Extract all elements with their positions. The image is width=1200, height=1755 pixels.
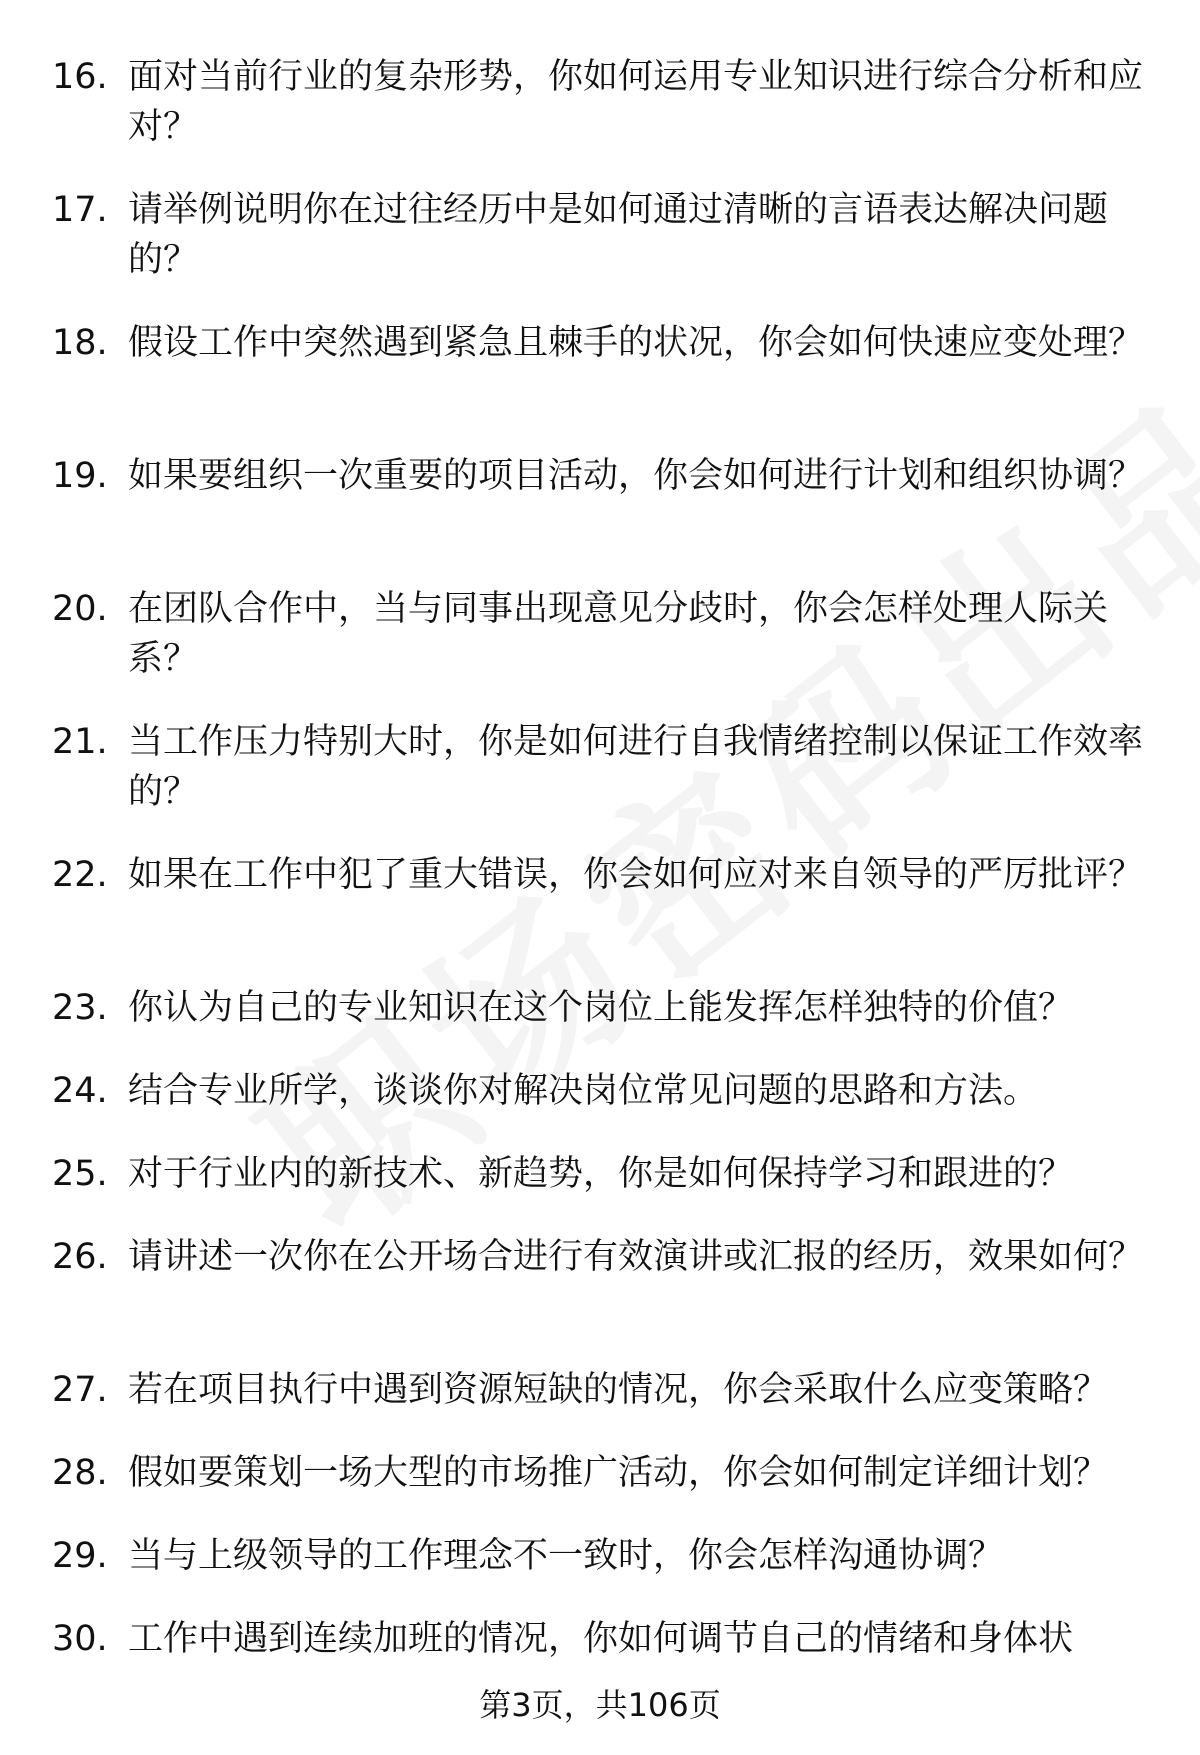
question-number: 24.	[52, 1071, 108, 1111]
question-number: 28.	[52, 1453, 108, 1493]
question-number: 23.	[52, 988, 108, 1028]
question-text: 如果在工作中犯了重大错误，你会如何应对来自领导的严厉批评？	[128, 855, 1144, 895]
question-text: 你认为自己的专业知识在这个岗位上能发挥怎样独特的价值？	[128, 988, 1074, 1028]
question-number: 29.	[52, 1536, 108, 1576]
question-text: 若在项目执行中遇到资源短缺的情况，你会采取什么应变策略？	[128, 1370, 1109, 1410]
question-number: 21.	[52, 722, 108, 762]
question-number: 27.	[52, 1370, 108, 1410]
question-number: 20.	[52, 589, 108, 629]
page-footer: 第3页，共106页	[479, 1686, 721, 1724]
question-text: 当与上级领导的工作理念不一致时，你会怎样沟通协调？	[128, 1536, 1004, 1576]
question-number: 17.	[52, 190, 108, 230]
question-text: 如果要组织一次重要的项目活动，你会如何进行计划和组织协调？	[128, 456, 1144, 496]
question-number: 25.	[52, 1154, 108, 1194]
question-number: 26.	[52, 1237, 108, 1277]
question-text: 当工作压力特别大时，你是如何进行自我情绪控制以保证工作效率的？	[128, 722, 1144, 812]
question-text: 工作中遇到连续加班的情况，你如何调节自己的情绪和身体状	[128, 1619, 1074, 1659]
question-number: 22.	[52, 855, 108, 895]
question-number: 19.	[52, 456, 108, 496]
question-number: 16.	[52, 57, 108, 97]
question-number: 30.	[52, 1619, 108, 1659]
question-text: 面对当前行业的复杂形势，你如何运用专业知识进行综合分析和应对？	[128, 57, 1144, 147]
question-text: 对于行业内的新技术、新趋势，你是如何保持学习和跟进的？	[128, 1154, 1074, 1194]
question-text: 结合专业所学，谈谈你对解决岗位常见问题的思路和方法。	[128, 1071, 1039, 1111]
question-text: 假如要策划一场大型的市场推广活动，你会如何制定详细计划？	[128, 1453, 1109, 1493]
question-text: 在团队合作中，当与同事出现意见分歧时，你会怎样处理人际关系？	[128, 589, 1109, 679]
question-text: 假设工作中突然遇到紧急且棘手的状况，你会如何快速应变处理？	[128, 323, 1144, 363]
question-text: 请举例说明你在过往经历中是如何通过清晰的言语表达解决问题的？	[128, 190, 1109, 280]
question-number: 18.	[52, 323, 108, 363]
question-text: 请讲述一次你在公开场合进行有效演讲或汇报的经历，效果如何？	[128, 1237, 1144, 1277]
